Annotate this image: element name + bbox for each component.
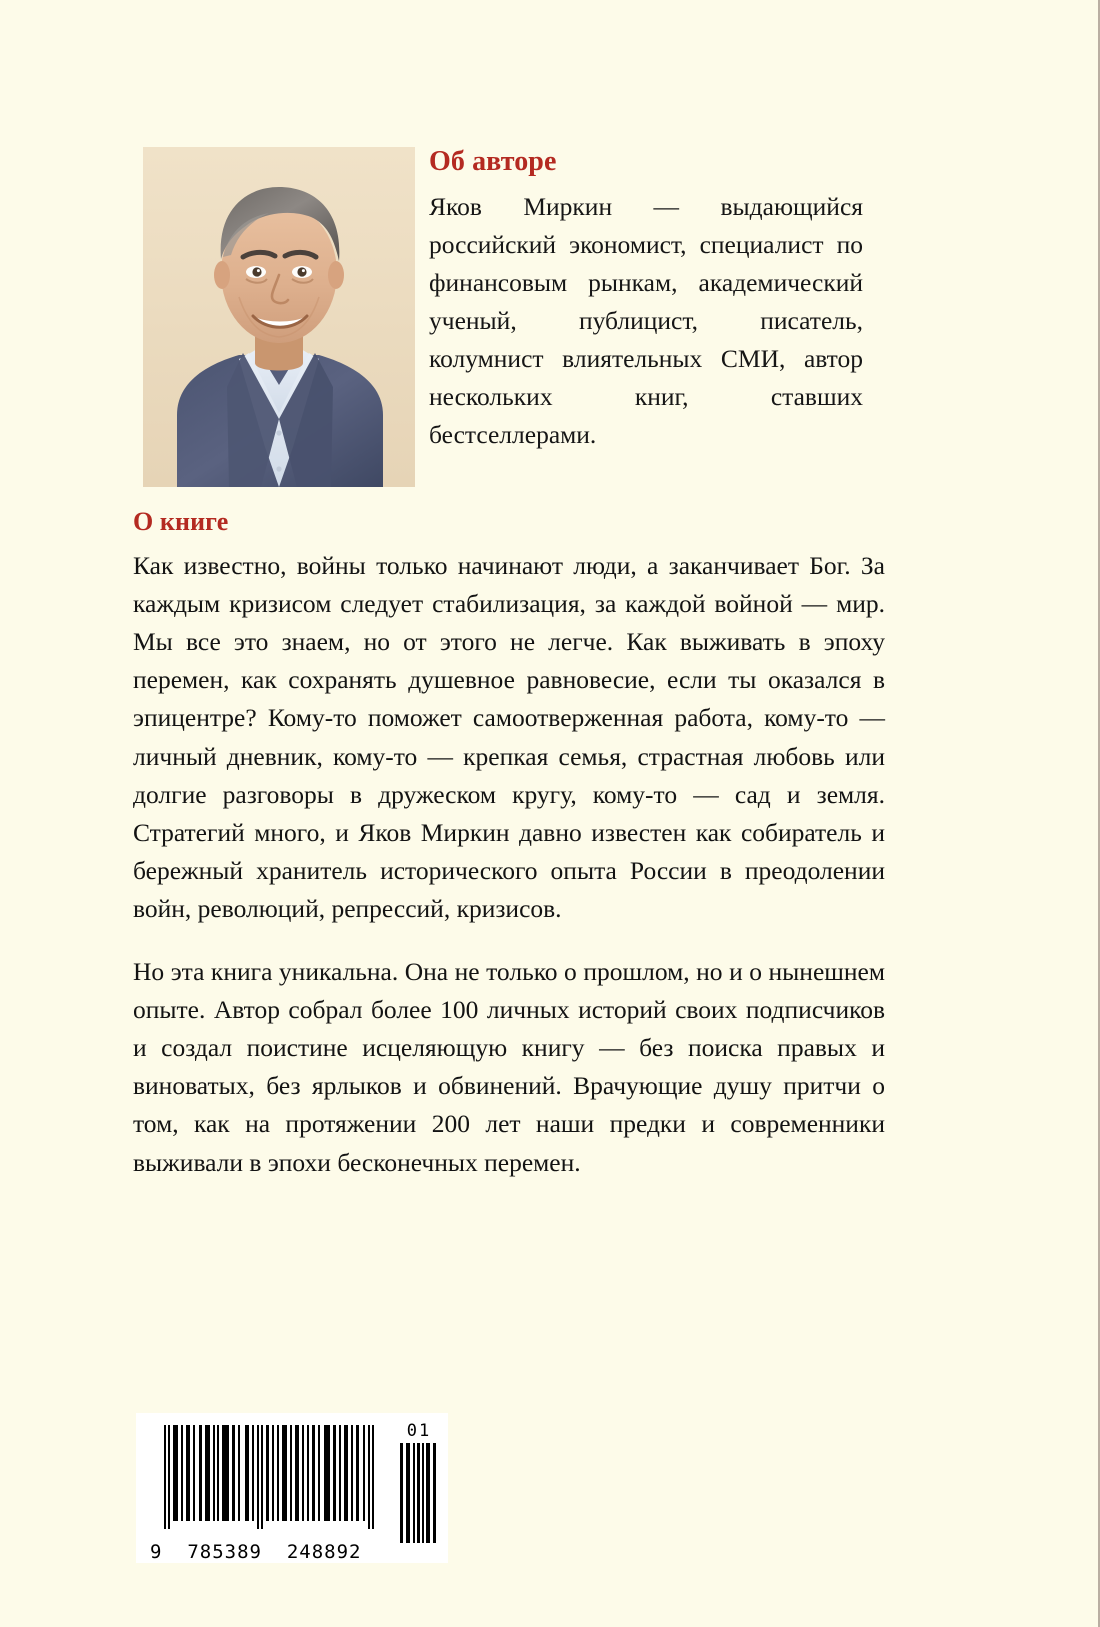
about-author-heading: Об авторе bbox=[429, 146, 557, 177]
about-book-paragraph-1: Как известно, войны только начинают люди, а заканчивает Бог. За каждым кризисом следует стабилизация, за каждой войной — мир. Мы все это знаем, но от этого не легче. Как выживать в эпоху перемен, как сохранять душевное равновесие, если ты оказался в эпицентре? Кому-то поможет самоотверженная работа, кому-то — личный дневник, кому-то — крепкая семья, страстная любовь или долгие разговоры в дружеском кругу, кому-то — сад и земля. Стратегий много, и Яков Миркин давно известен как собиратель и бережный хранитель исторического опыта России в преодолении войн, революций, репрессий, кризисов. bbox=[133, 550, 885, 924]
about-book-heading: О книге bbox=[133, 507, 229, 536]
barcode-main-symbol bbox=[150, 1423, 388, 1563]
isbn-number: 9 785389 248892 bbox=[150, 1541, 362, 1563]
about-book-paragraph-2: Но эта книга уникальна. Она не только о прошлом, но и о нынешнем опыте. Автор собрал более 100 личных историй своих подписчиков и создал поистине исцеляющую книгу — без поиска правых и виноватых, без ярлыков и обвинений. Врачующие душу притчи о том, как на протяжении 200 лет наши предки и современники выживали в эпохи бесконечных перемен. bbox=[133, 956, 885, 1177]
author-section bbox=[143, 147, 893, 487]
author-bio-paragraph: Яков Миркин — выдающийся российский экономист, специалист по финансовым рынкам, академический ученый, публицист, писатель, колумнист влиятельных СМИ, автор нескольких книг, ставших бестселлерами. bbox=[429, 191, 863, 449]
barcode-addon bbox=[398, 1423, 440, 1548]
author-portrait-photo bbox=[143, 147, 415, 487]
barcode-addon-digits: 01 bbox=[406, 1421, 432, 1441]
author-text-column bbox=[429, 147, 863, 454]
barcode-addon-bars bbox=[398, 1443, 440, 1543]
barcode-bars bbox=[150, 1423, 388, 1535]
isbn-barcode bbox=[136, 1413, 448, 1563]
about-book-section bbox=[133, 508, 885, 1182]
